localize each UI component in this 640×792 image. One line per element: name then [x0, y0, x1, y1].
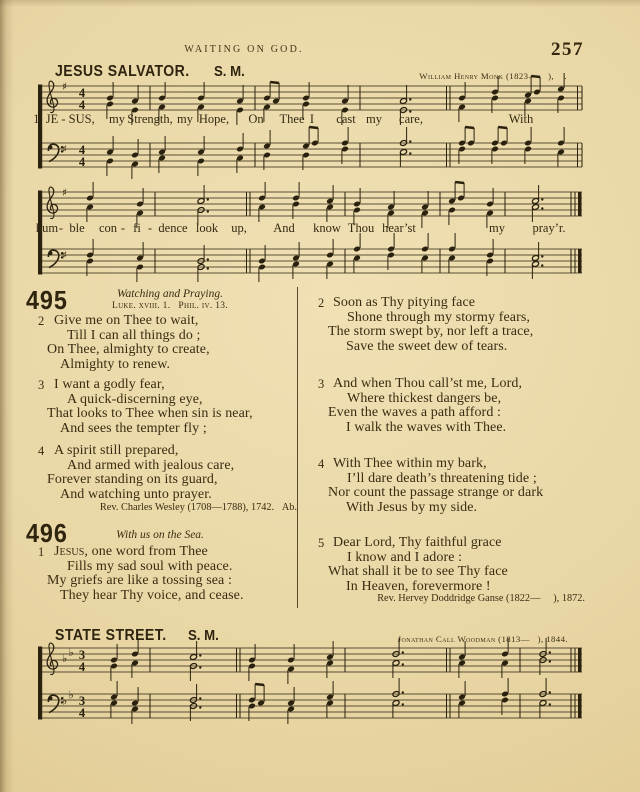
lyric-syllable: my [489, 221, 505, 235]
lyric-syllable: hear’st [382, 221, 416, 235]
verse-line: Shone through my stormy fears, [347, 309, 531, 325]
svg-text:♭: ♭ [68, 646, 74, 659]
tune2-title: STATE STREET. [55, 627, 167, 644]
tune2-title-row [55, 627, 223, 645]
svg-text:3: 3 [78, 693, 86, 708]
hymn-496-subtitle: With us on the Sea. [116, 529, 204, 541]
verse-line: I know and I adore : [347, 549, 463, 565]
lyric-syllable: I [309, 112, 315, 126]
lyric-syllable: my [366, 112, 382, 126]
tune1-meter: S. M. [214, 63, 246, 80]
lyric-syllable: pray’r. [532, 221, 566, 235]
hymn-496-number: 496 [26, 518, 68, 548]
verse-line: With Thee within my bark, [333, 456, 487, 471]
verse-number: 4 [38, 444, 45, 458]
svg-text:4: 4 [78, 85, 86, 100]
svg-text:♯: ♯ [62, 143, 68, 156]
lyric-syllable: With [508, 112, 534, 126]
lyric-syllable: - [147, 221, 153, 235]
verse-line: And watching unto prayer. [60, 486, 212, 502]
verse-line: Fills my sad soul with peace. [67, 558, 233, 574]
hymn-495-number: 495 [26, 285, 68, 315]
page-top-edge-shadow [0, 0, 640, 7]
verse-line: In Heaven, forevermore ! [346, 578, 491, 594]
verse-line: What shall it be to see Thy face [328, 564, 508, 579]
verse-line: And when Thou call’st me, Lord, [333, 376, 523, 391]
lyric-syllable: care, [399, 112, 423, 126]
verse-line: Till I can all things do ; [67, 327, 201, 343]
verse-line: A spirit still prepared, [54, 443, 179, 458]
svg-text:4: 4 [78, 155, 86, 170]
svg-text:♭: ♭ [62, 694, 68, 708]
verse-line: I want a godly fear, [54, 377, 165, 392]
hymn-495-attribution: Rev. Charles Wesley (1708—1788), 1742. Ab. [99, 502, 297, 513]
verse-line: I’ll dare death’s threatening tide ; [347, 470, 537, 486]
lyric-syllable: Strength, [127, 112, 173, 126]
verse-line: Soon as Thy pitying face [333, 295, 476, 310]
verse-line: With Jesus by my side. [346, 499, 478, 515]
tune1-title: JESUS SALVATOR. [55, 63, 190, 80]
lyric-syllable: Hope, [198, 112, 230, 126]
tune2-meter: S. M. [188, 627, 220, 644]
lyric-syllable: hum [35, 221, 59, 235]
column-divider-rule [297, 287, 298, 608]
verse-line: Save the sweet dew of tears. [346, 338, 508, 354]
svg-text:♭: ♭ [68, 688, 74, 702]
running-head: WAITING ON GOD. [184, 44, 304, 55]
svg-text:♯: ♯ [62, 187, 68, 199]
svg-text:4: 4 [78, 706, 86, 721]
verse-line: Jesus, one word from Thee [54, 544, 208, 559]
verse-line: And armed with jealous care, [67, 457, 235, 473]
page-number: 257 [551, 39, 584, 60]
tune1-composer: William Henry Monk (1823— ), . [419, 71, 567, 81]
verse-line: On Thee, almighty to create, [47, 342, 210, 357]
verse-number: 1 [38, 545, 45, 559]
verse-line: And sees the tempter fly ; [60, 420, 207, 436]
lyric-syllable: - [58, 221, 64, 235]
verse-number: 5 [318, 536, 325, 550]
lyric-syllable: And [273, 221, 295, 235]
verse-number: 2 [38, 314, 45, 328]
verse-line: That looks to Thee when sin is near, [47, 406, 253, 421]
verse-number: 3 [318, 377, 325, 391]
lyric-syllable: look [195, 221, 219, 235]
lyric-syllable: con [98, 221, 118, 235]
verse-line: A quick-discerning eye, [67, 391, 203, 407]
verse-number: 4 [318, 457, 325, 471]
svg-text:3: 3 [78, 647, 86, 662]
verse-line: Even the waves a path afford : [328, 405, 502, 420]
tune1-title-row [55, 63, 249, 81]
verse-line: Give me on Thee to wait, [54, 313, 199, 328]
verse-line: They hear Thy voice, and cease. [60, 587, 244, 603]
verse-line: The storm swept by, nor left a trace, [328, 324, 534, 339]
svg-text:♯: ♯ [62, 81, 68, 93]
hymn-495-subtitle: Watching and Praying. [117, 288, 223, 300]
svg-text:4: 4 [78, 660, 86, 675]
lyric-syllable: up, [231, 221, 247, 235]
lyric-syllable: - [120, 221, 126, 235]
lyric-syllable: my [109, 112, 125, 126]
verse-line: My griefs are like a tossing sea : [47, 573, 232, 588]
lyric-syllable: my [177, 112, 193, 126]
hymn-496-attribution: Rev. Hervey Doddridge Ganse (1822— ), 1872. [377, 593, 585, 604]
svg-text:4: 4 [78, 142, 86, 157]
verse-line: Almighty to renew. [60, 356, 171, 372]
verse-line: Forever standing on its guard, [47, 472, 218, 487]
verse-line: Nor count the passage strange or dark [328, 485, 544, 500]
svg-text:♭: ♭ [62, 652, 68, 665]
hymn-495-scripture: Luke. xviii. 1. Phil. iv. 13. [111, 301, 229, 311]
verse-line: I walk the waves with Thee. [346, 419, 507, 435]
svg-text:♯: ♯ [62, 249, 68, 262]
lyric-syllable: dence [158, 221, 188, 235]
verse-line: Where thickest dangers be, [347, 390, 502, 406]
lyric-syllable: On [248, 112, 264, 126]
page-left-edge-shadow [0, 0, 14, 792]
tune2-composer: Jonathan Call Woodman (1813— ), 1844. [397, 634, 568, 644]
verse-number: 2 [318, 296, 325, 310]
lyric-syllable: 1. JE - SUS, [33, 112, 95, 126]
lyric-syllable: cast [336, 112, 356, 126]
verse-line: Dear Lord, Thy faithful grace [333, 535, 502, 550]
lyric-syllable: Thee [279, 112, 305, 126]
verse-number: 3 [38, 378, 45, 392]
lyric-syllable: ble [69, 221, 85, 235]
lyric-syllable: Thou [347, 221, 375, 235]
svg-text:4: 4 [78, 98, 86, 113]
lyric-syllable: fi [133, 221, 141, 235]
lyric-syllable: know [313, 221, 341, 235]
